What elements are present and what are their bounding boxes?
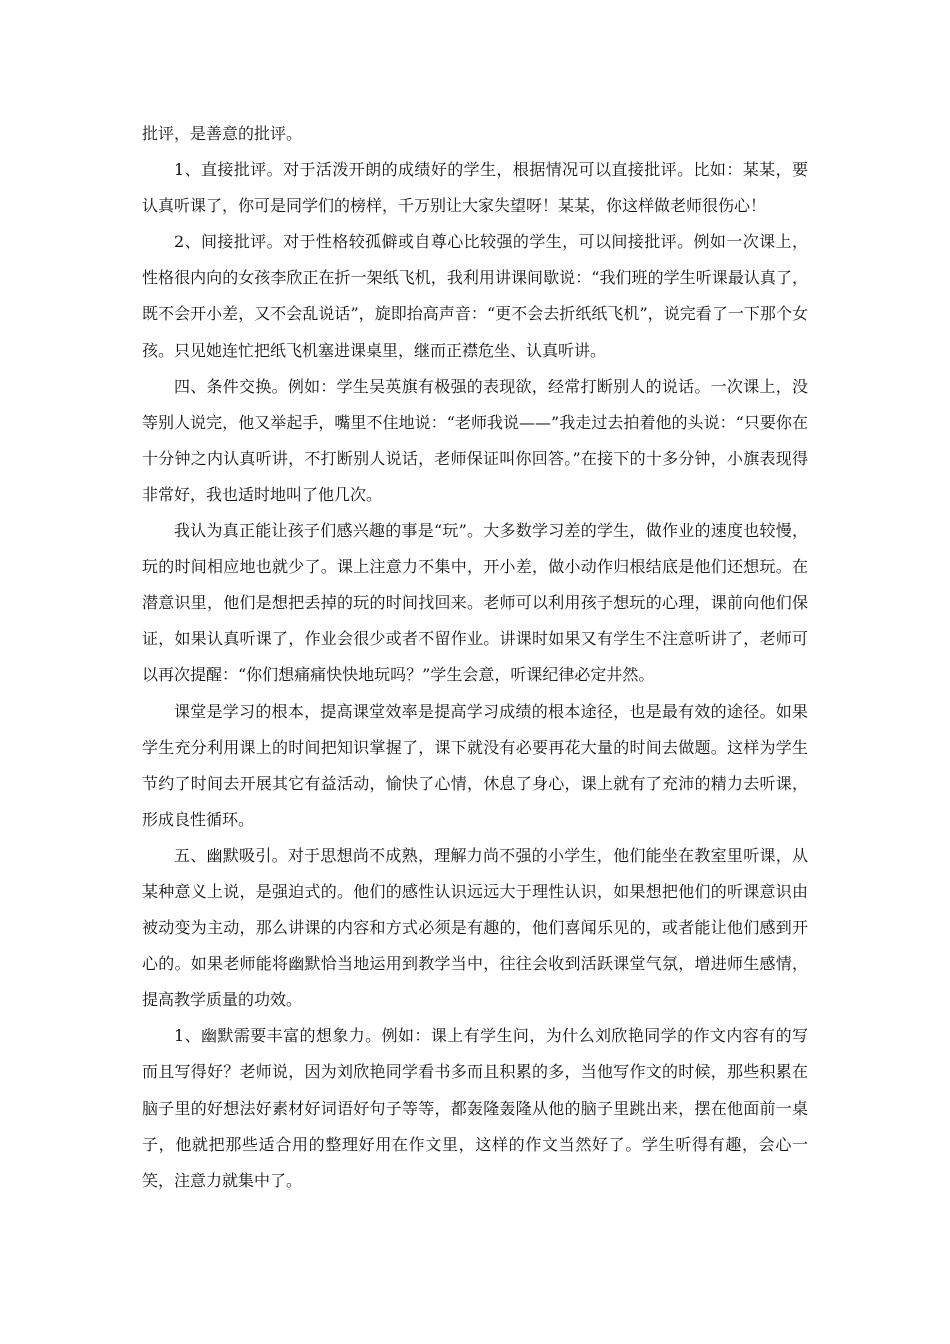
- document-body: [142, 116, 808, 1199]
- paragraph-humor-attraction: 五、幽默吸引。对于思想尚不成熟，理解力尚不强的小学生，他们能坐在教室里听课，从某种意义上说，是强迫式的。他们的感性认识远远大于理性认识，如果想把他们的听课意识由被动变为主动，那么讲课的内容和方式必须是有趣的，他们喜闻乐见的，或者能让他们感到开心的。如果老师能将幽默恰当地运用到教学当中，往往会收到活跃课堂气氛，增进师生感情，提高教学质量的功效。: [142, 845, 808, 1010]
- paragraph-condition-exchange: 四、条件交换。例如：学生吴英旗有极强的表现欲，经常打断别人的说话。一次课上，没等别人说完，他又举起手，嘴里不住地说：“老师我说——”我走过去拍着他的头说：“只要你在十分钟之内认真听讲，不打断别人说话，老师保证叫你回答。”在接下的十多分钟，小旗表现得非常好，我也适时地叫了他几次。: [142, 376, 808, 504]
- paragraph-play-interest: 我认为真正能让孩子们感兴趣的事是“玩”。大多数学习差的学生，做作业的速度也较慢，玩的时间相应地也就少了。课上注意力不集中，开小差，做小动作归根结底是他们还想玩。在潜意识里，他们是想把丢掉的玩的时间找回来。老师可以利用孩子想玩的心理，课前向他们保证，如果认真听课了，作业会很少或者不留作业。讲课时如果又有学生不注意听讲了，老师可以再次提醒：“你们想痛痛快快地玩吗？”学生会意，听课纪律必定井然。: [142, 521, 808, 685]
- paragraph-humor-imagination: 1、幽默需要丰富的想象力。例如：课上有学生问，为什么刘欣艳同学的作文内容有的写而且写得好？老师说，因为刘欣艳同学看书多而且积累的多，当他写作文的时候，那些积累在脑子里的好想法好素材好词语好句子等等，都轰隆轰隆从他的脑子里跳出来，摆在他面前一桌子，他就把那些适合用的整理好用在作文里，这样的作文当然好了。学生听得有趣，会心一笑，注意力就集中了。: [142, 1026, 808, 1190]
- paragraph-continuation: 批评，是善意的批评。: [142, 124, 303, 143]
- paragraph-classroom-efficiency: 课堂是学习的根本，提高课堂效率是提高学习成绩的根本途径，也是最有效的途径。如果学生充分利用课上的时间把知识掌握了，课下就没有必要再花大量的时间去做题。这样为学生节约了时间去开展其它有益活动，愉快了心情，休息了身心，课上就有了充沛的精力去听课，形成良性循环。: [142, 701, 808, 829]
- paragraph-indirect-criticism: 2、间接批评。对于性格较孤僻或自尊心比较强的学生，可以间接批评。例如一次课上，性格很内向的女孩李欣正在折一架纸飞机，我利用讲课间歇说：“我们班的学生听课最认真了，既不会开小差，又不会乱说话”，旋即抬高声音：“更不会去折纸纸飞机”，说完看了一下那个女孩。只见她连忙把纸飞机塞进课桌里，继而正襟危坐、认真听讲。: [142, 232, 808, 360]
- paragraph-direct-criticism: 1、直接批评。对于活泼开朗的成绩好的学生，根据情况可以直接批评。比如：某某，要认真听课了，你可是同学们的榜样，千万别让大家失望呀！某某，你这样做老师很伤心！: [142, 160, 808, 216]
